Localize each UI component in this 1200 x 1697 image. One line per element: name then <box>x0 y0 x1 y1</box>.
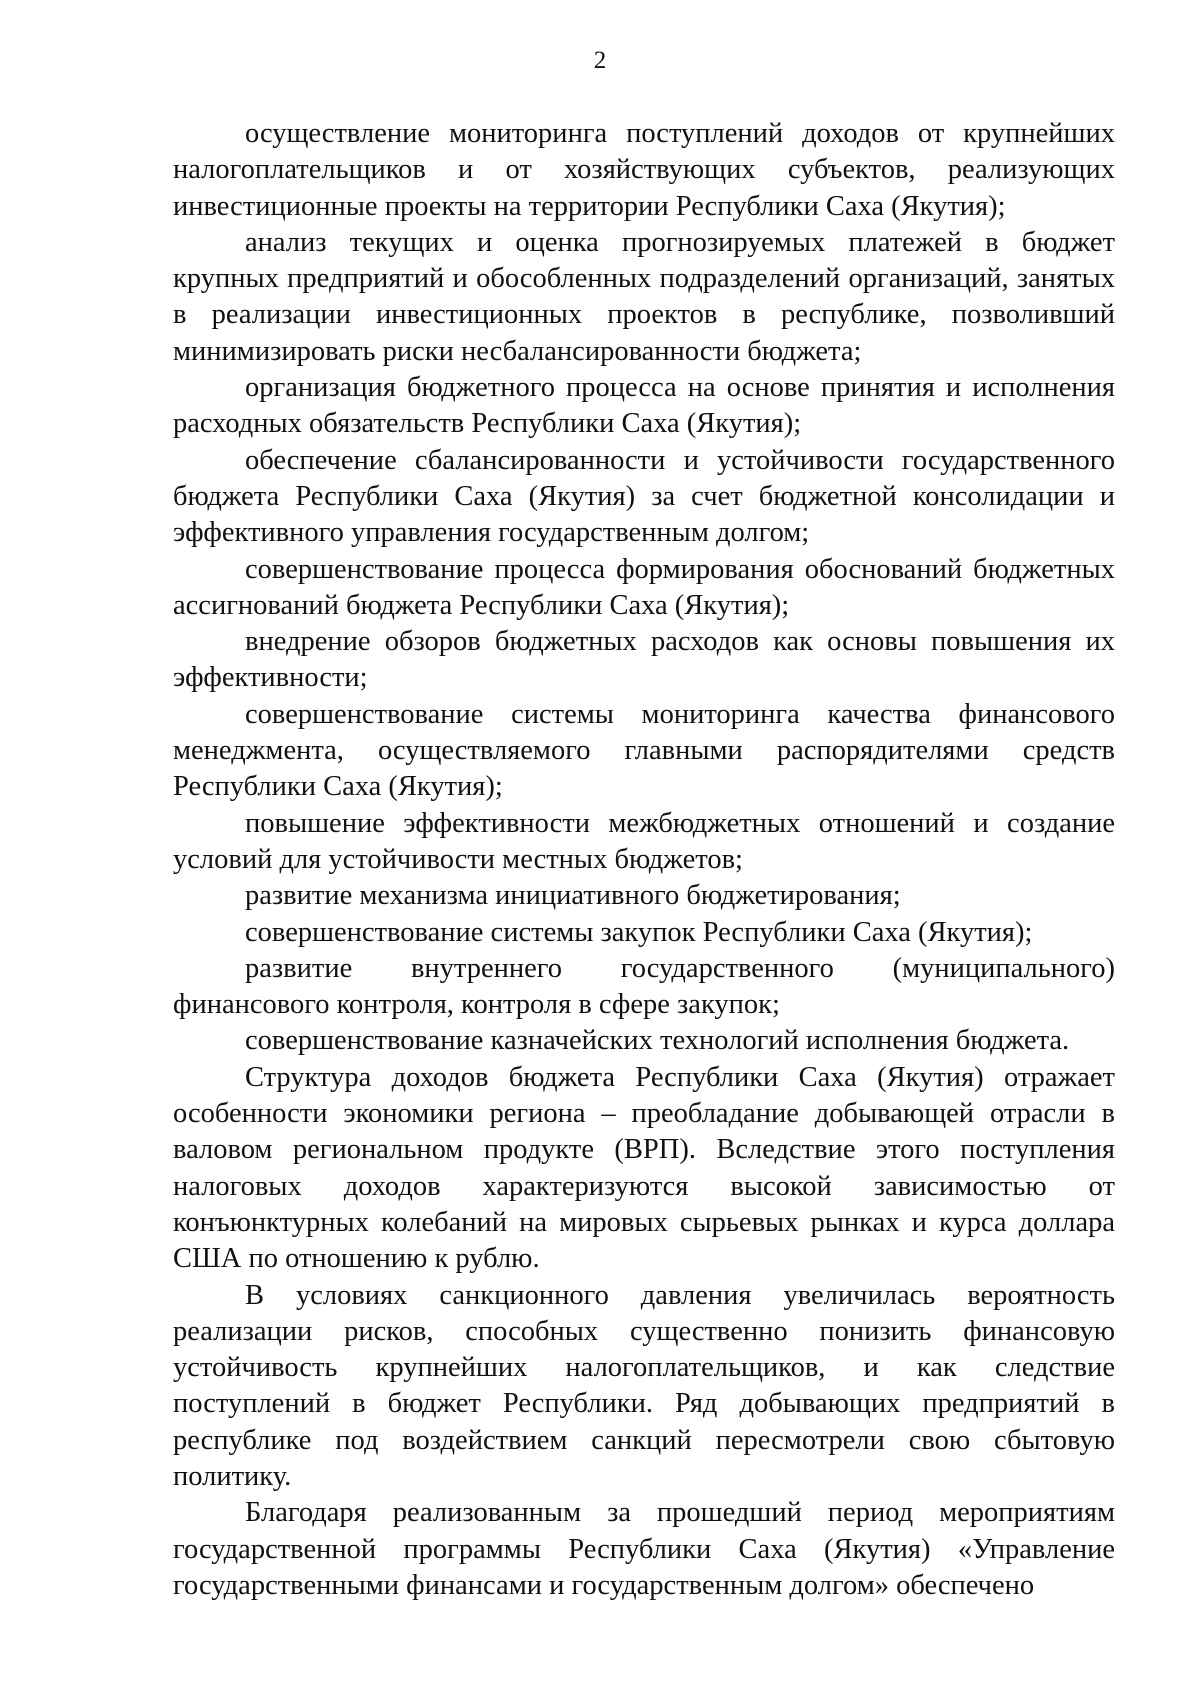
paragraph: совершенствование процесса формирования обоснований бюджетных ассигнований бюджета Республики Саха (Якутия); <box>173 553 1115 621</box>
paragraph: организация бюджетного процесса на основе принятия и исполнения расходных обязательств Республики Саха (Якутия); <box>173 372 1115 440</box>
paragraph: совершенствование казначейских технологий исполнения бюджета. <box>245 1025 1070 1057</box>
paragraph: развитие внутреннего государственного (муниципального) финансового контроля, контроля в сфере закупок; <box>173 952 1115 1021</box>
paragraph: Благодаря реализованным за прошедший период мероприятиям государственной программы Республики Саха (Якутия) «Управление государственными финансами и государственным долгом» обеспечено <box>173 1497 1115 1601</box>
paragraph: В условиях санкционного давления увеличилась вероятность реализации рисков, способных существенно понизить финансовую устойчивость крупнейших налогоплательщиков, и как следствие поступлений в бюджет Республики. Ряд добывающих предприятий в республике под воздействием санкций пересмотрели свою сбытовую политику. <box>173 1279 1115 1492</box>
page-number: 2 <box>593 47 607 74</box>
paragraph: внедрение обзоров бюджетных расходов как основы повышения их эффективности; <box>173 626 1115 694</box>
paragraph: осуществление мониторинга поступлений доходов от крупнейших налогоплательщиков и от хозяйствующих субъектов, реализующих инвестиционные проекты на территории Республики Саха (Якутия); <box>173 118 1115 222</box>
paragraph: совершенствование системы мониторинга качества финансового менеджмента, осуществляемого главными распорядителями средств Республики Саха (Якутия); <box>173 698 1115 803</box>
paragraph: Структура доходов бюджета Республики Саха (Якутия) отражает особенности экономики региона – преобладание добывающей отрасли в валовом региональном продукте (ВРП). Вследствие этого поступления налоговых доходов характеризуются высокой зависимостью от конъюнктурных колебаний на мировых сырьевых рынках и курса доллара США по отношению к рублю. <box>173 1061 1115 1275</box>
document-body <box>173 116 1115 1604</box>
paragraph: повышение эффективности межбюджетных отношений и создание условий для устойчивости местных бюджетов; <box>173 807 1115 875</box>
paragraph: обеспечение сбалансированности и устойчивости государственного бюджета Республики Саха (Якутия) за счет бюджетной консолидации и эффективного управления государственным долгом; <box>173 444 1115 549</box>
paragraph: развитие механизма инициативного бюджетирования; <box>245 880 901 912</box>
paragraph: совершенствование системы закупок Республики Саха (Якутия); <box>245 916 1033 948</box>
paragraph: анализ текущих и оценка прогнозируемых платежей в бюджет крупных предприятий и обособленных подразделений организаций, занятых в реализации инвестиционных проектов в республике, позволивший минимизировать риски несбалансированности бюджета; <box>173 226 1115 367</box>
